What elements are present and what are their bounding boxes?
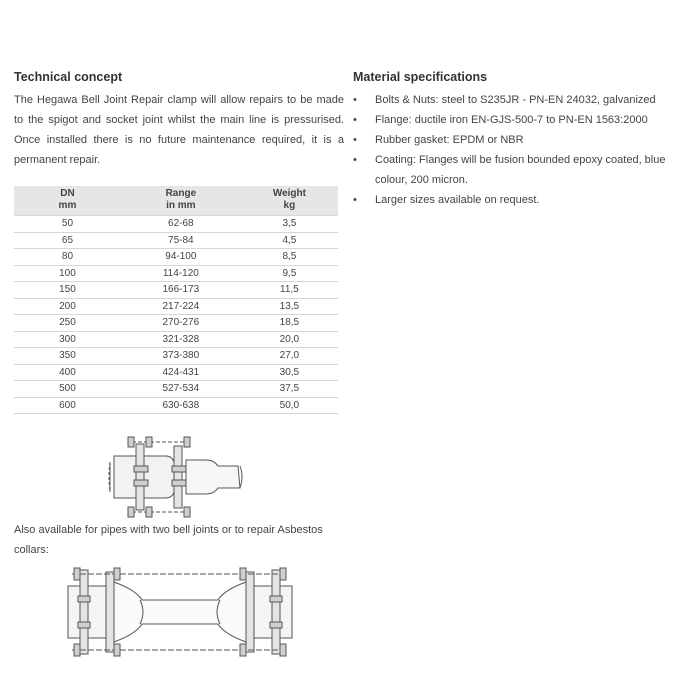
- cell-range: 75-84: [121, 232, 241, 249]
- header-dn: DN mm: [14, 186, 121, 216]
- material-specifications-section: [353, 70, 688, 210]
- bullet-icon: •: [353, 94, 357, 106]
- cell-range: 527-534: [121, 381, 241, 398]
- bullet-icon: •: [353, 134, 357, 146]
- list-item: • Bolts & Nuts: steel to S235JR - PN-EN 24032, galvanized: [353, 90, 688, 110]
- bullet-icon: •: [353, 154, 357, 166]
- list-item: • Flange: ductile iron EN-GJS-500-7 to PN-EN 1563:2000: [353, 110, 688, 130]
- cell-weight: 27,0: [241, 348, 338, 365]
- cell-weight: 50,0: [241, 397, 338, 414]
- bullet-icon: •: [353, 194, 357, 206]
- cell-range: 424-431: [121, 364, 241, 381]
- also-available-text: Also available for pipes with two bell joints or to repair Asbestos collars:: [14, 524, 323, 556]
- cell-weight: 37,5: [241, 381, 338, 398]
- table-row: [14, 282, 338, 299]
- table-row: [14, 232, 338, 249]
- cell-dn: 65: [14, 232, 121, 249]
- table-row: [14, 298, 338, 315]
- material-specifications-list: [353, 90, 688, 210]
- material-specifications-heading: Material specifications: [353, 70, 488, 84]
- header-weight: Weight kg: [241, 186, 338, 216]
- cell-dn: 400: [14, 364, 121, 381]
- technical-concept-text: The Hegawa Bell Joint Repair clamp will allow repairs to be made to the spigot and socket joint whilst the main line is pressurised. Once installed there is no future maintenance required, it is a permanent repair.: [14, 94, 344, 166]
- table-row: [14, 216, 338, 233]
- size-table: [14, 186, 338, 414]
- table-row: [14, 381, 338, 398]
- cell-dn: 50: [14, 216, 121, 233]
- cell-dn: 100: [14, 265, 121, 282]
- cell-dn: 80: [14, 249, 121, 266]
- cell-weight: 20,0: [241, 331, 338, 348]
- list-item: • Coating: Flanges will be fusion bounded epoxy coated, blue colour, 200 micron.: [353, 150, 688, 190]
- cell-dn: 150: [14, 282, 121, 299]
- cell-weight: 13,5: [241, 298, 338, 315]
- cell-range: 166-173: [121, 282, 241, 299]
- cell-range: 373-380: [121, 348, 241, 365]
- table-row: [14, 397, 338, 414]
- table-row: [14, 364, 338, 381]
- cell-range: 62-68: [121, 216, 241, 233]
- cell-range: 270-276: [121, 315, 241, 332]
- cell-dn: 300: [14, 331, 121, 348]
- cell-weight: 18,5: [241, 315, 338, 332]
- table-row: [14, 265, 338, 282]
- cell-weight: 4,5: [241, 232, 338, 249]
- table-body: [14, 216, 338, 414]
- cell-dn: 350: [14, 348, 121, 365]
- cell-weight: 11,5: [241, 282, 338, 299]
- cell-weight: 30,5: [241, 364, 338, 381]
- list-item: • Larger sizes available on request.: [353, 190, 688, 210]
- cell-dn: 200: [14, 298, 121, 315]
- cell-weight: 9,5: [241, 265, 338, 282]
- bell-joint-clamp-drawing: [106, 432, 252, 522]
- table-row: [14, 348, 338, 365]
- cell-range: 321-328: [121, 331, 241, 348]
- cell-dn: 250: [14, 315, 121, 332]
- cell-dn: 500: [14, 381, 121, 398]
- cell-range: 114-120: [121, 265, 241, 282]
- cell-weight: 8,5: [241, 249, 338, 266]
- cell-dn: 600: [14, 397, 121, 414]
- cell-range: 94-100: [121, 249, 241, 266]
- cell-range: 217-224: [121, 298, 241, 315]
- cell-weight: 3,5: [241, 216, 338, 233]
- table-row: [14, 249, 338, 266]
- technical-concept-section: [14, 70, 344, 170]
- table-row: [14, 331, 338, 348]
- technical-concept-heading: Technical concept: [14, 70, 123, 84]
- header-range: Range in mm: [121, 186, 241, 216]
- table-header-row: [14, 186, 338, 216]
- cell-range: 630-638: [121, 397, 241, 414]
- table-row: [14, 315, 338, 332]
- list-item: • Rubber gasket: EPDM or NBR: [353, 130, 688, 150]
- bullet-icon: •: [353, 114, 357, 126]
- double-bell-joint-clamp-drawing: [62, 560, 298, 664]
